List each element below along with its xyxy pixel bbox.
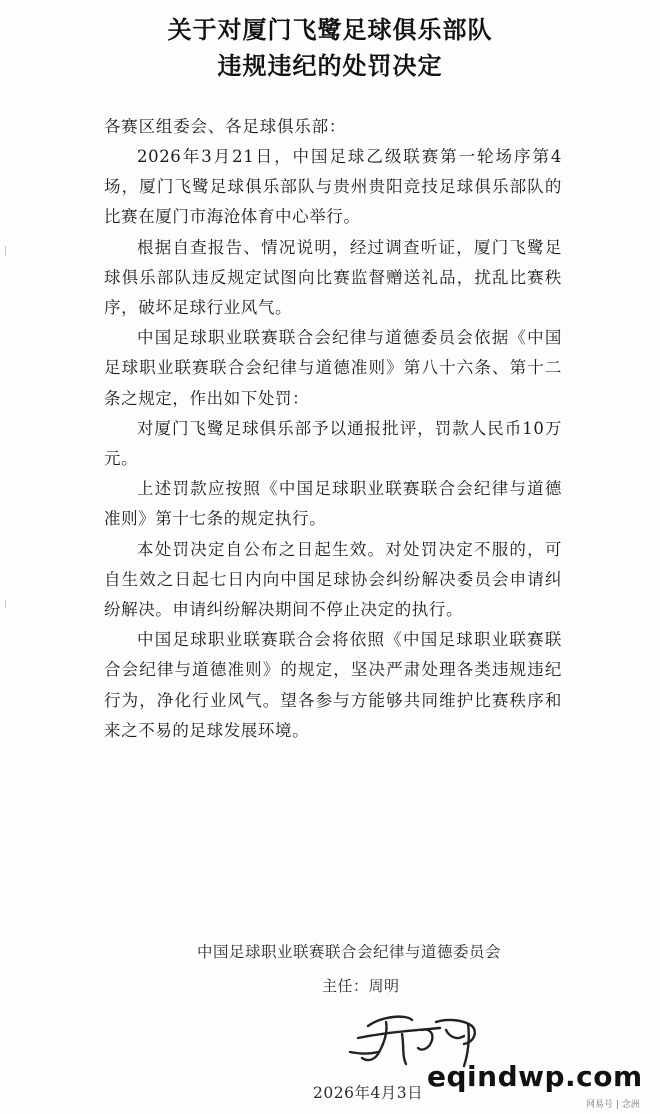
issuing-committee: 中国足球职业联赛联合会纪律与道德委员会: [197, 943, 502, 961]
scan-edge-mark: [5, 600, 6, 608]
scan-edge-mark: [5, 246, 6, 256]
watermark-text: eqindwp.com: [427, 1060, 643, 1093]
document-date: 2026年4月3日: [313, 1084, 424, 1102]
paragraph-match-info: 2026年3月21日，中国足球乙级联赛第一轮场序第4场，厦门飞鹭足球俱乐部队与贵州贵阳竞技足球俱乐部队的比赛在厦门市海沧体育中心举行。: [104, 147, 562, 227]
paragraph-legal-basis: 中国足球职业联赛联合会纪律与道德委员会依据《中国足球职业联赛联合会纪律与道德准则》第八十六条、第十二条之规定，作出如下处罚：: [104, 328, 562, 408]
director-line: 主任：周明: [322, 977, 400, 995]
paragraph-investigation: 根据自查报告、情况说明，经过调查听证，厦门飞鹭足球俱乐部队违反规定试图向比赛监督赠送礼品，扰乱比赛秩序，破坏足球行业风气。: [104, 237, 562, 318]
document-title-line-2: 违规违纪的处罚决定: [217, 52, 443, 80]
document-body: [104, 142, 562, 746]
paragraph-appeal: 本处罚决定自公布之日起生效。对处罚决定不服的，可自生效之日起七日内向中国足球协会纠纷解决委员会申请纠纷解决。申请纠纷解决期间不停止决定的执行。: [104, 539, 562, 620]
paragraph-closing: 中国足球职业联赛联合会将依照《中国足球职业联赛联合会纪律与道德准则》的规定，坚决严肃处理各类违规违纪行为，净化行业风气。望各参与方能够共同维护比赛秩序和来之不易的足球发展环境。: [104, 630, 562, 740]
paragraph-penalty: 对厦门飞鹭足球俱乐部予以通报批评，罚款人民币10万元。: [104, 418, 562, 469]
document-title-line-1: 关于对厦门飞鹭足球俱乐部队: [167, 16, 493, 44]
paragraph-fine-execution: 上述罚款应按照《中国足球职业联赛联合会纪律与道德准则》第十七条的规定执行。: [104, 479, 562, 529]
source-label: 网易号 | 念洲: [586, 1100, 640, 1110]
salutation: 各赛区组委会、各足球俱乐部：: [104, 117, 347, 136]
